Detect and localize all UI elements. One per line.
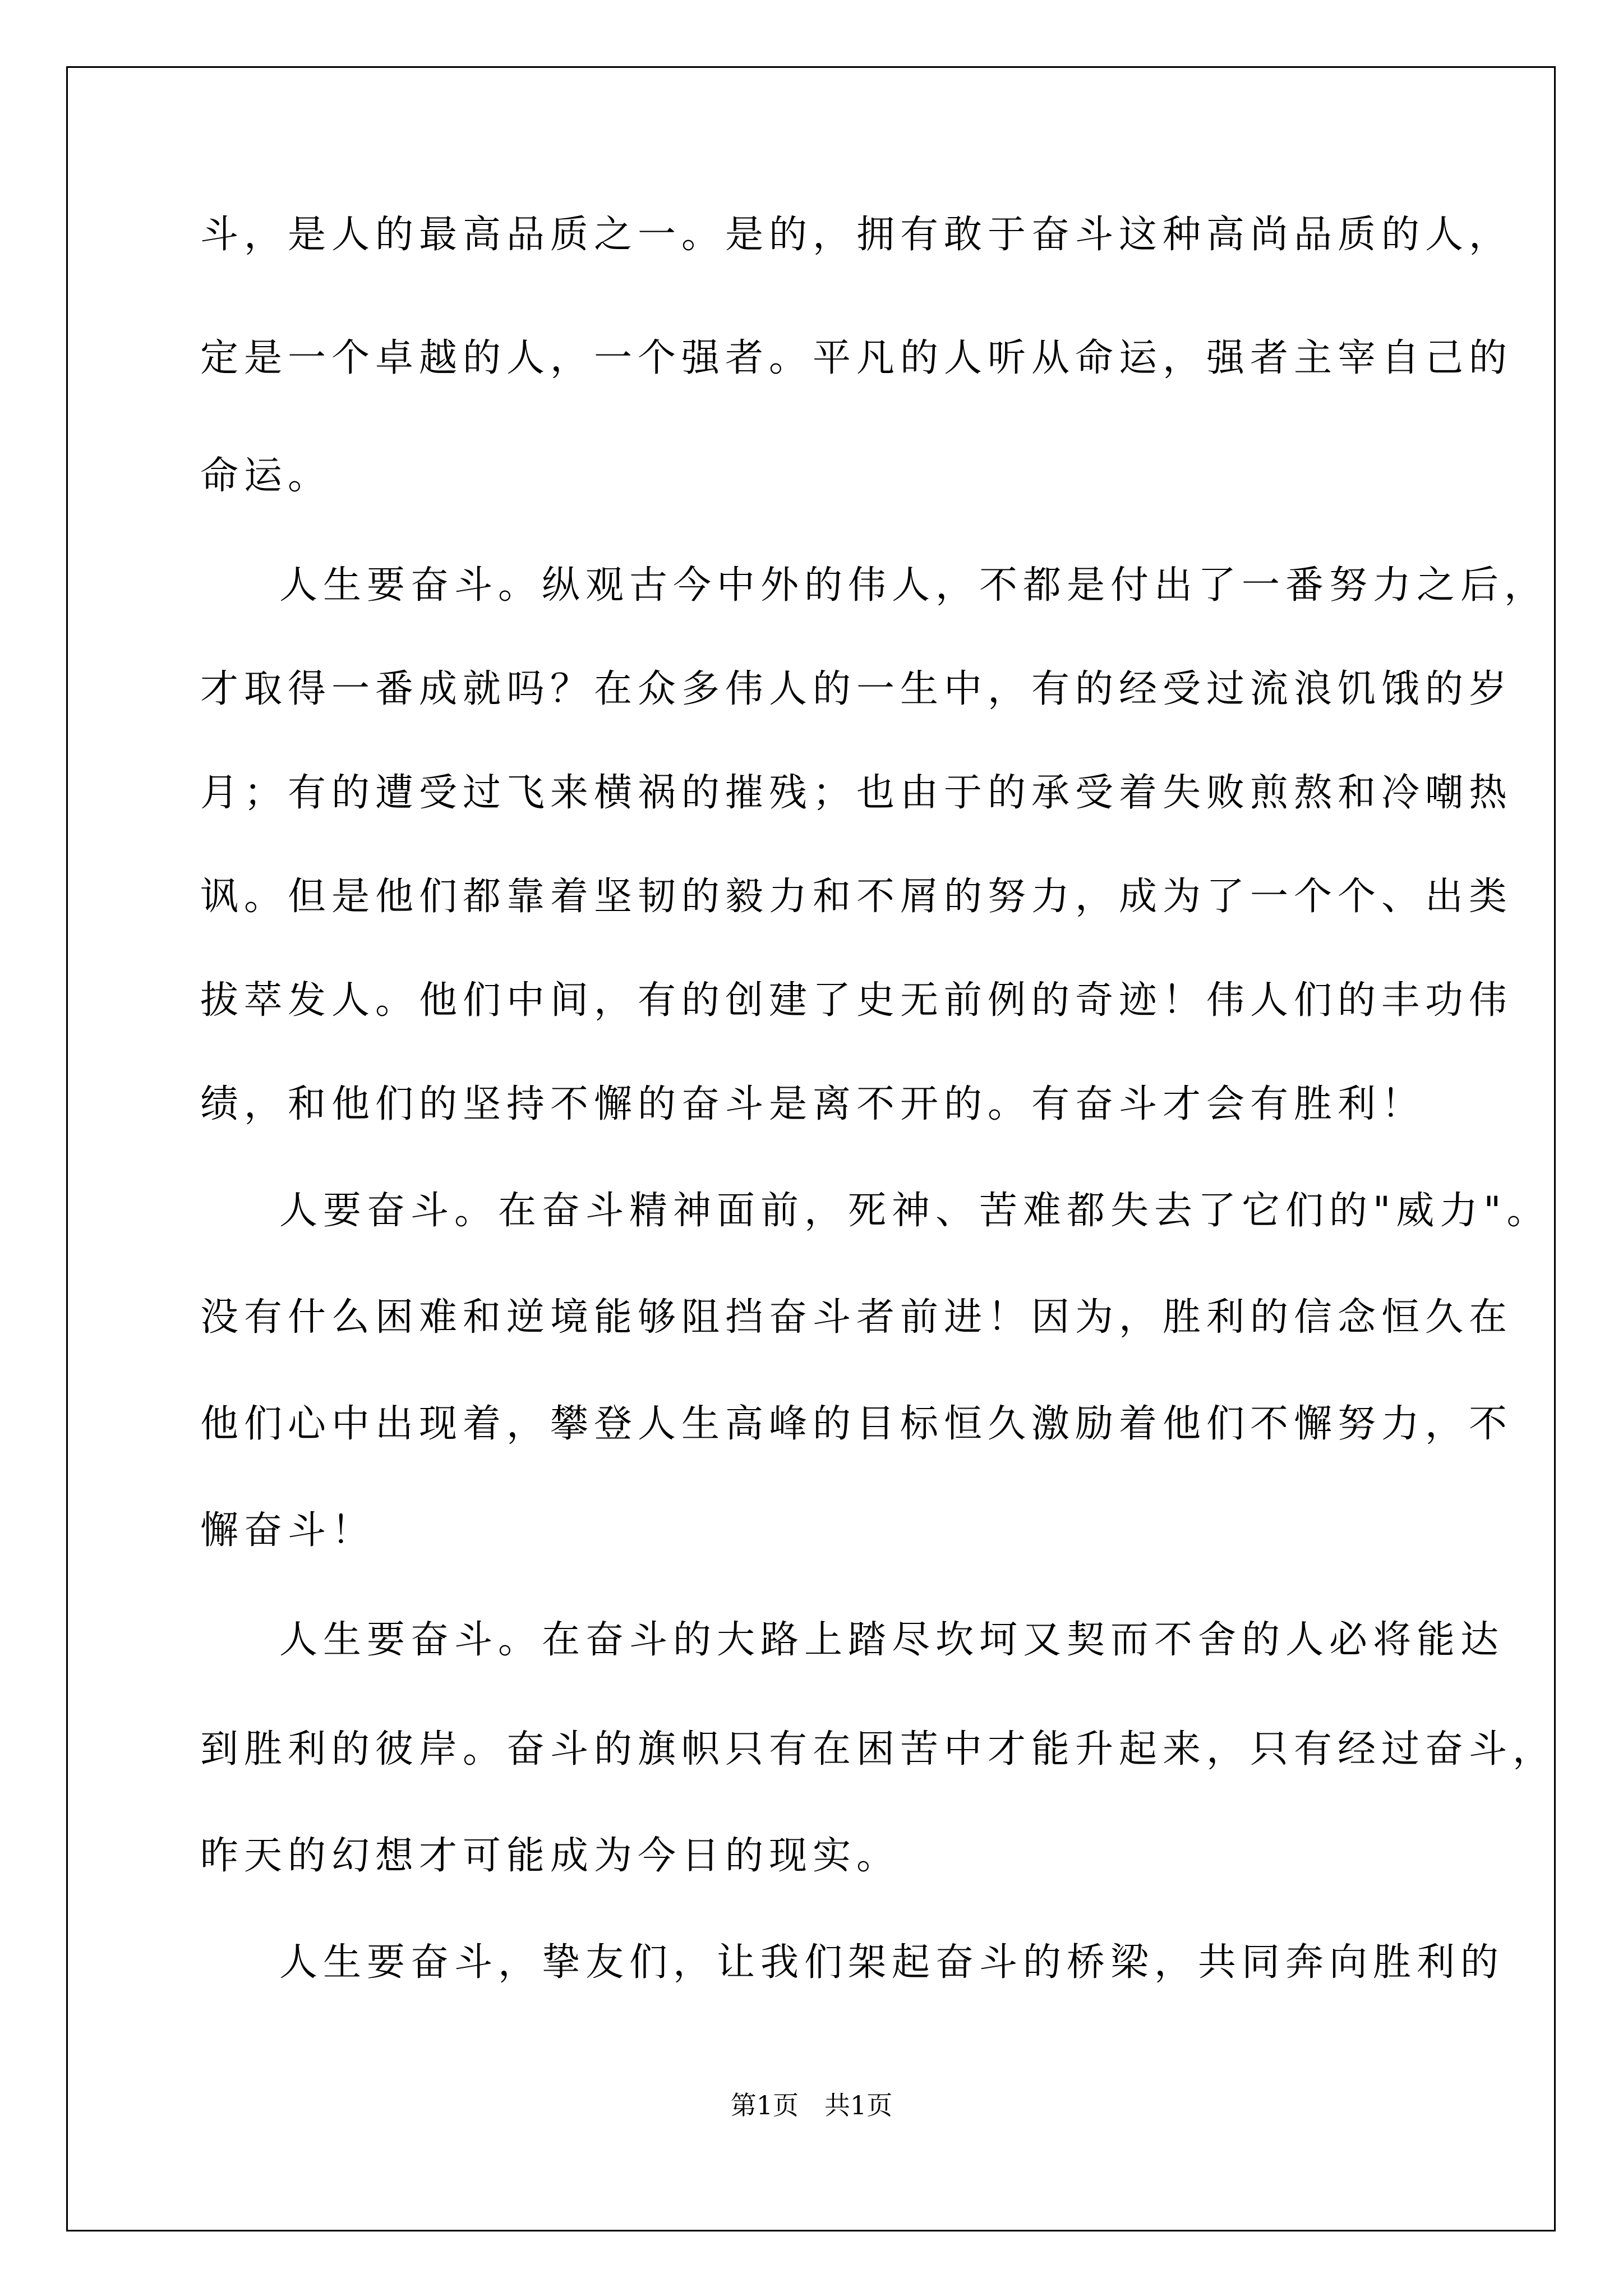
body-line-1: 斗，是人的最高品质之一。是的，拥有敢于奋斗这种高尚品质的人， bbox=[200, 213, 1513, 257]
paragraph-4-line-2: 到胜利的彼岸。奋斗的旗帜只有在困苦中才能升起来，只有经过奋斗， bbox=[200, 1727, 1557, 1772]
paragraph-4-line-3: 昨天的幻想才可能成为今日的现实。 bbox=[200, 1834, 901, 1878]
paragraph-2-line-3: 月；有的遭受过飞来横祸的摧残；也由于的承受着失败煎熬和冷嘲热 bbox=[200, 771, 1513, 815]
paragraph-3-line-1: 人要奋斗。在奋斗精神面前，死神、苦难都失去了它们的"威力"。 bbox=[279, 1189, 1551, 1233]
paragraph-2-line-6: 绩，和他们的坚持不懈的奋斗是离不开的。有奋斗才会有胜利！ bbox=[200, 1082, 1426, 1126]
paragraph-3-line-2: 没有什么困难和逆境能够阻挡奋斗者前进！因为，胜利的信念恒久在 bbox=[200, 1295, 1513, 1340]
body-line-2: 定是一个卓越的人，一个强者。平凡的人听从命运，强者主宰自己的 bbox=[200, 336, 1513, 380]
paragraph-4-line-1: 人生要奋斗。在奋斗的大路上踏尽坎坷又契而不舍的人必将能达 bbox=[279, 1618, 1505, 1662]
paragraph-2-line-4: 讽。但是他们都靠着坚韧的毅力和不屑的努力，成为了一个个、出类 bbox=[200, 875, 1513, 919]
paragraph-3-line-3: 他们心中出现着，攀登人生高峰的目标恒久激励着他们不懈努力，不 bbox=[200, 1402, 1513, 1446]
paragraph-2-line-2: 才取得一番成就吗？在众多伟人的一生中，有的经受过流浪饥饿的岁 bbox=[200, 667, 1513, 711]
page-number-footer: 第1页 共1页 bbox=[730, 2090, 893, 2120]
paragraph-2-line-1: 人生要奋斗。纵观古今中外的伟人，不都是付出了一番努力之后， bbox=[279, 563, 1548, 608]
body-line-3: 命运。 bbox=[200, 454, 332, 498]
paragraph-3-line-4: 懈奋斗！ bbox=[200, 1508, 376, 1553]
page-border bbox=[66, 66, 1556, 2231]
paragraph-2-line-5: 拔萃发人。他们中间，有的创建了史无前例的奇迹！伟人们的丰功伟 bbox=[200, 978, 1513, 1023]
paragraph-5-line-1: 人生要奋斗，挚友们，让我们架起奋斗的桥梁，共同奔向胜利的 bbox=[279, 1940, 1505, 1985]
